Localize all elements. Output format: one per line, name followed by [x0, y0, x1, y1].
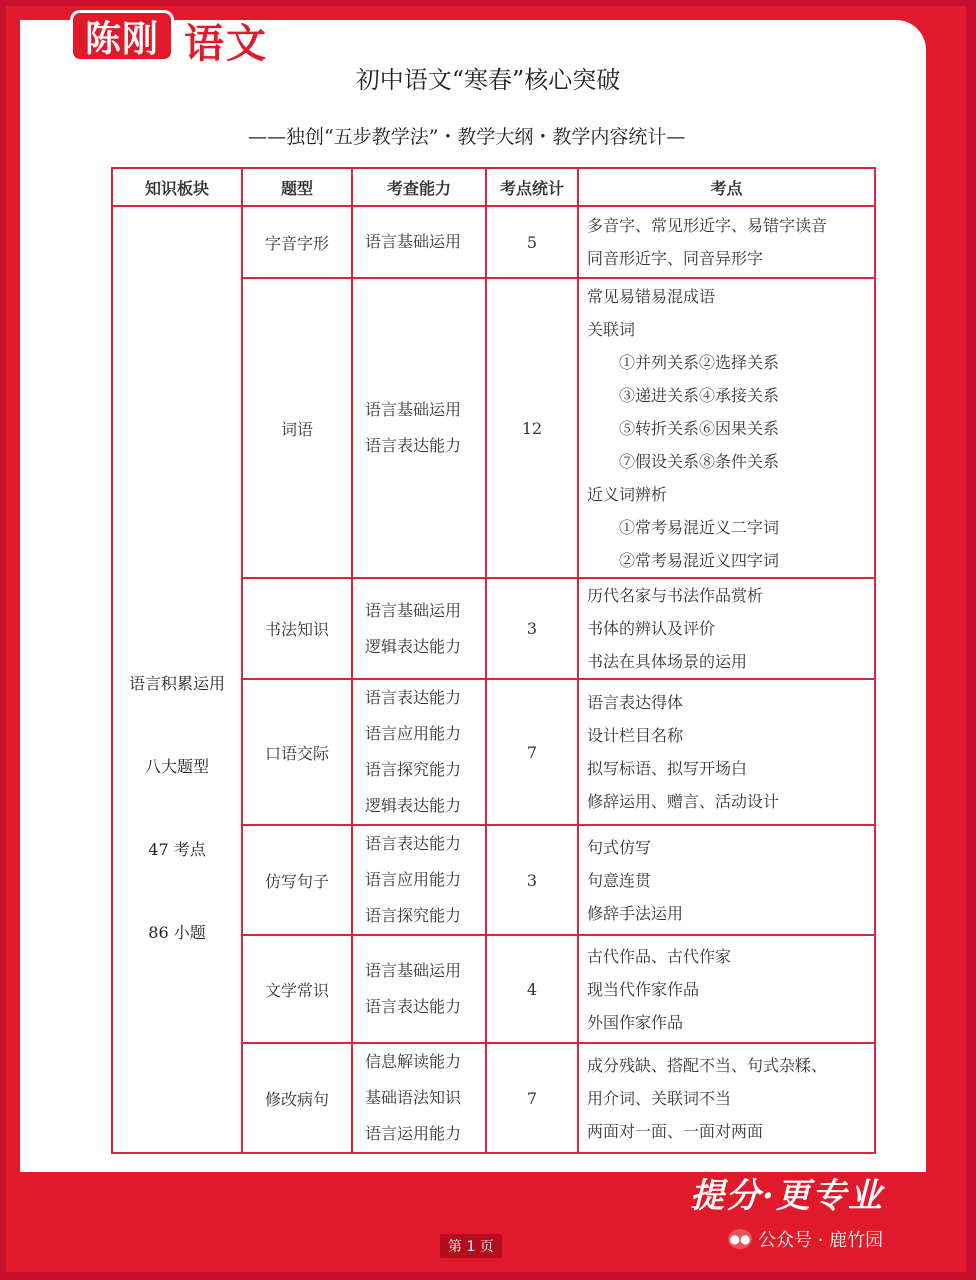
point-item: 设计栏目名称	[587, 726, 684, 745]
brand-logo	[70, 10, 174, 62]
ability-item: 语言应用能力	[365, 870, 462, 889]
question-type-cell: 字音字形	[242, 206, 352, 278]
point-item: 句意连贯	[587, 870, 652, 890]
ability-item: 逻辑表达能力	[365, 796, 462, 815]
ability-item: 语言应用能力	[365, 724, 462, 743]
point-item: 两面对一面、一面对两面	[587, 1121, 764, 1141]
ability-item: 语言表达能力	[365, 997, 462, 1016]
points-cell	[578, 578, 875, 679]
point-count-cell: 4	[486, 935, 578, 1043]
point-count-cell: 3	[486, 825, 578, 935]
points-cell	[578, 206, 875, 278]
point-item: 近义词辨析	[587, 484, 668, 504]
document-title: 初中语文“寒春”核心突破	[355, 66, 621, 94]
ability-cell	[352, 935, 486, 1043]
point-item: 拟写标语、拟写开场白	[587, 759, 748, 778]
point-item: 书法在具体场景的运用	[587, 652, 748, 671]
point-item: ③递进关系④承接关系	[619, 385, 780, 405]
header-cell: 考查能力	[352, 168, 486, 206]
point-item: ②常考易混近义四字词	[619, 550, 780, 570]
point-item: 外国作家作品	[587, 1012, 684, 1032]
point-item: 同音形近字、同音异形字	[587, 249, 764, 268]
point-item: 句式仿写	[587, 837, 652, 857]
question-type-cell: 文学常识	[242, 935, 352, 1043]
header-cell: 考点统计	[486, 168, 578, 206]
ability-item: 语言运用能力	[365, 1124, 462, 1143]
wechat-icon: ●●	[728, 1229, 752, 1249]
ability-item: 基础语法知识	[365, 1088, 462, 1107]
point-item: 常见易错易混成语	[587, 286, 716, 306]
point-item: ⑤转折关系⑥因果关系	[619, 418, 780, 438]
point-item: 语言表达得体	[587, 693, 684, 712]
ability-item: 语言探究能力	[365, 906, 462, 925]
point-count-cell: 3	[486, 578, 578, 679]
ability-cell	[352, 206, 486, 278]
table-row	[112, 206, 875, 278]
ability-cell	[352, 578, 486, 679]
header-cell: 考点	[578, 168, 875, 206]
category-line: 语言积累运用	[128, 673, 225, 693]
points-cell	[578, 679, 875, 825]
ability-item: 语言基础运用	[365, 961, 462, 980]
point-item: 关联词	[587, 319, 636, 339]
category-line: 47 考点	[148, 839, 206, 859]
logo-name: 陈刚	[84, 18, 159, 60]
point-item: 多音字、常见形近字、易错字读音	[587, 216, 828, 235]
question-type-cell: 仿写句子	[242, 825, 352, 935]
header-cell: 题型	[242, 168, 352, 206]
question-type-cell: 口语交际	[242, 679, 352, 825]
ability-item: 逻辑表达能力	[365, 636, 462, 656]
syllabus-table	[111, 167, 876, 1154]
point-count-cell: 12	[486, 278, 578, 578]
point-item: 书体的辨认及评价	[587, 619, 716, 638]
point-item: 修辞手法运用	[587, 903, 684, 923]
point-item: 成分残缺、搭配不当、句式杂糅、	[587, 1055, 828, 1075]
slogan: 提分·更专业	[690, 1176, 884, 1216]
point-item: 现当代作家作品	[587, 979, 700, 999]
watermark	[728, 1226, 883, 1252]
points-cell	[578, 278, 875, 578]
watermark-text: 公众号 · 鹿竹园	[758, 1230, 884, 1251]
category-cell	[112, 206, 242, 1153]
point-count-cell: 7	[486, 679, 578, 825]
point-count-cell: 5	[486, 206, 578, 278]
point-count-cell: 7	[486, 1043, 578, 1153]
points-cell	[578, 825, 875, 935]
document-subtitle: ——独创“五步教学法”・教学大纲・教学内容统计—	[248, 126, 686, 148]
points-cell	[578, 935, 875, 1043]
ability-item: 语言基础运用	[365, 600, 462, 620]
point-item: 历代名家与书法作品赏析	[587, 586, 764, 605]
category-line: 八大题型	[144, 756, 209, 776]
ability-cell	[352, 278, 486, 578]
question-type-cell: 词语	[242, 278, 352, 578]
ability-cell	[352, 679, 486, 825]
ability-item: 语言基础运用	[365, 400, 462, 419]
ability-item: 语言基础运用	[365, 232, 462, 251]
page-number: 第 1 页	[440, 1234, 502, 1258]
point-item: 古代作品、古代作家	[587, 946, 732, 966]
point-item: ⑦假设关系⑧条件关系	[619, 451, 780, 471]
ability-item: 信息解读能力	[365, 1052, 462, 1071]
ability-item: 语言表达能力	[365, 436, 462, 455]
points-cell	[578, 1043, 875, 1153]
question-type-cell: 修改病句	[242, 1043, 352, 1153]
table-header-row	[112, 168, 875, 206]
header-cell: 知识板块	[112, 168, 242, 206]
ability-cell	[352, 1043, 486, 1153]
point-item: ①常考易混近义二字词	[619, 517, 780, 537]
ability-cell	[352, 825, 486, 935]
point-item: 用介词、关联词不当	[587, 1088, 732, 1108]
ability-item: 语言探究能力	[365, 760, 462, 779]
point-item: ①并列关系②选择关系	[619, 352, 780, 372]
logo-subject: 语文	[184, 20, 268, 67]
point-item: 修辞运用、赠言、活动设计	[587, 792, 780, 811]
question-type-cell: 书法知识	[242, 578, 352, 679]
ability-item: 语言表达能力	[365, 834, 462, 853]
category-line: 86 小题	[148, 922, 206, 942]
ability-item: 语言表达能力	[365, 688, 462, 707]
